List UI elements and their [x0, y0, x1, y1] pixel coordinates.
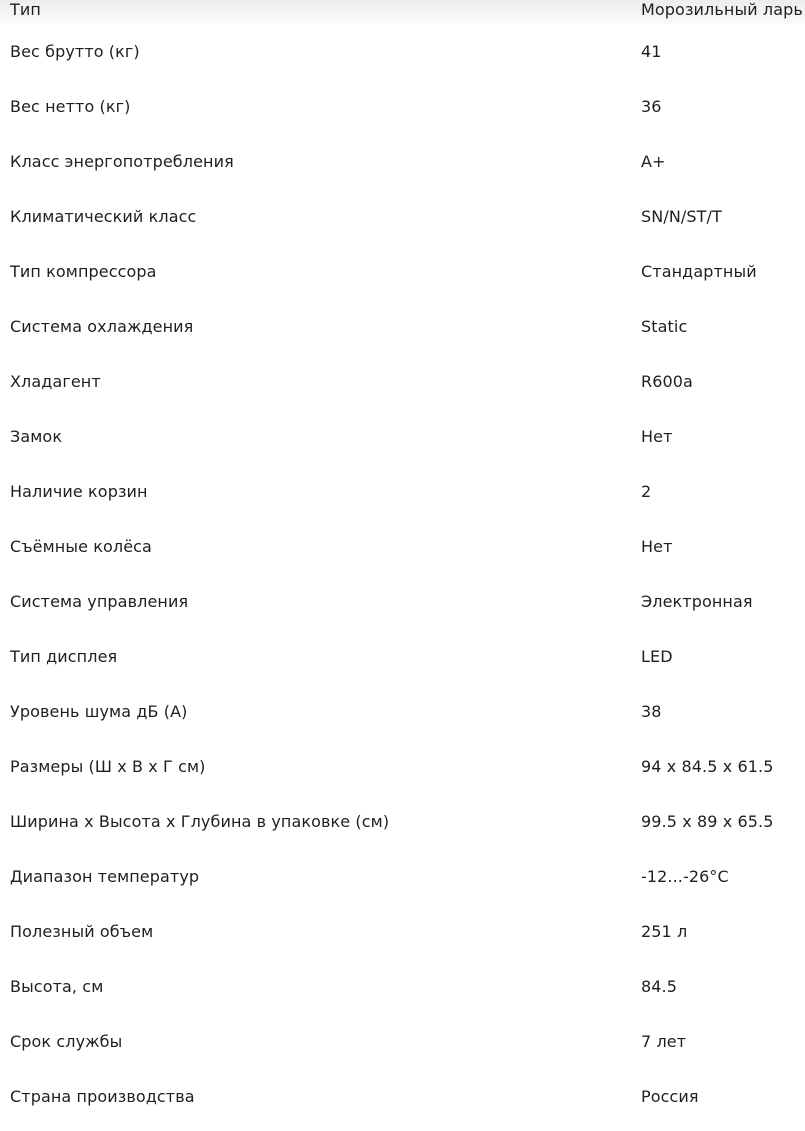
- spec-label: Система управления: [10, 591, 189, 611]
- spec-row: [0, 574, 805, 629]
- spec-label: Ширина x Высота x Глубина в упаковке (см): [10, 811, 390, 831]
- spec-label: Класс энергопотребления: [10, 151, 234, 171]
- spec-label: Тип дисплея: [10, 646, 118, 666]
- spec-row: [0, 244, 805, 299]
- spec-value: A+: [641, 151, 666, 171]
- spec-value: 84.5: [641, 976, 678, 996]
- spec-row: [0, 134, 805, 189]
- spec-label: Страна производства: [10, 1086, 195, 1106]
- spec-row: [0, 684, 805, 739]
- spec-label: Высота, см: [10, 976, 104, 996]
- spec-value: 36: [641, 96, 662, 116]
- spec-row: [0, 739, 805, 794]
- spec-row: [0, 354, 805, 409]
- spec-label: Тип компрессора: [10, 261, 157, 281]
- spec-label: Уровень шума дБ (A): [10, 701, 188, 721]
- spec-value: Стандартный: [641, 261, 757, 281]
- spec-row: [0, 464, 805, 519]
- spec-value: 94 x 84.5 x 61.5: [641, 756, 774, 776]
- spec-value: Электронная: [641, 591, 753, 611]
- spec-value: Нет: [641, 426, 673, 446]
- spec-value: SN/N/ST/T: [641, 206, 722, 226]
- spec-value: LED: [641, 646, 673, 666]
- spec-row: [0, 519, 805, 574]
- spec-row: [0, 24, 805, 79]
- spec-value: -12...-26°C: [641, 866, 729, 886]
- spec-row: [0, 0, 805, 24]
- spec-label: Размеры (Ш x В x Г см): [10, 756, 206, 776]
- spec-row: [0, 849, 805, 904]
- spec-label: Диапазон температур: [10, 866, 200, 886]
- spec-value: 38: [641, 701, 662, 721]
- spec-row: [0, 409, 805, 464]
- spec-row: [0, 904, 805, 959]
- spec-row: [0, 79, 805, 134]
- spec-value: 251 л: [641, 921, 688, 941]
- spec-value: 2: [641, 481, 652, 501]
- spec-row: [0, 299, 805, 354]
- spec-label: Полезный объем: [10, 921, 154, 941]
- spec-value: Нет: [641, 536, 673, 556]
- spec-label: Замок: [10, 426, 63, 446]
- spec-label: Тип: [10, 0, 41, 19]
- spec-label: Наличие корзин: [10, 481, 148, 501]
- spec-row: [0, 1014, 805, 1069]
- spec-row: [0, 794, 805, 849]
- spec-value: R600a: [641, 371, 693, 391]
- spec-row: [0, 189, 805, 244]
- spec-value: Россия: [641, 1086, 699, 1106]
- spec-value: 7 лет: [641, 1031, 687, 1051]
- spec-label: Климатический класс: [10, 206, 197, 226]
- spec-label: Срок службы: [10, 1031, 123, 1051]
- spec-label: Система охлаждения: [10, 316, 194, 336]
- spec-label: Вес нетто (кг): [10, 96, 131, 116]
- spec-value: Морозильный ларь: [641, 0, 803, 19]
- spec-value: Static: [641, 316, 688, 336]
- spec-value: 41: [641, 41, 662, 61]
- spec-row: [0, 1069, 805, 1124]
- spec-label: Вес брутто (кг): [10, 41, 140, 61]
- spec-label: Хладагент: [10, 371, 101, 391]
- spec-row: [0, 959, 805, 1014]
- spec-row: [0, 629, 805, 684]
- spec-value: 99.5 x 89 x 65.5: [641, 811, 774, 831]
- spec-label: Съёмные колёса: [10, 536, 152, 556]
